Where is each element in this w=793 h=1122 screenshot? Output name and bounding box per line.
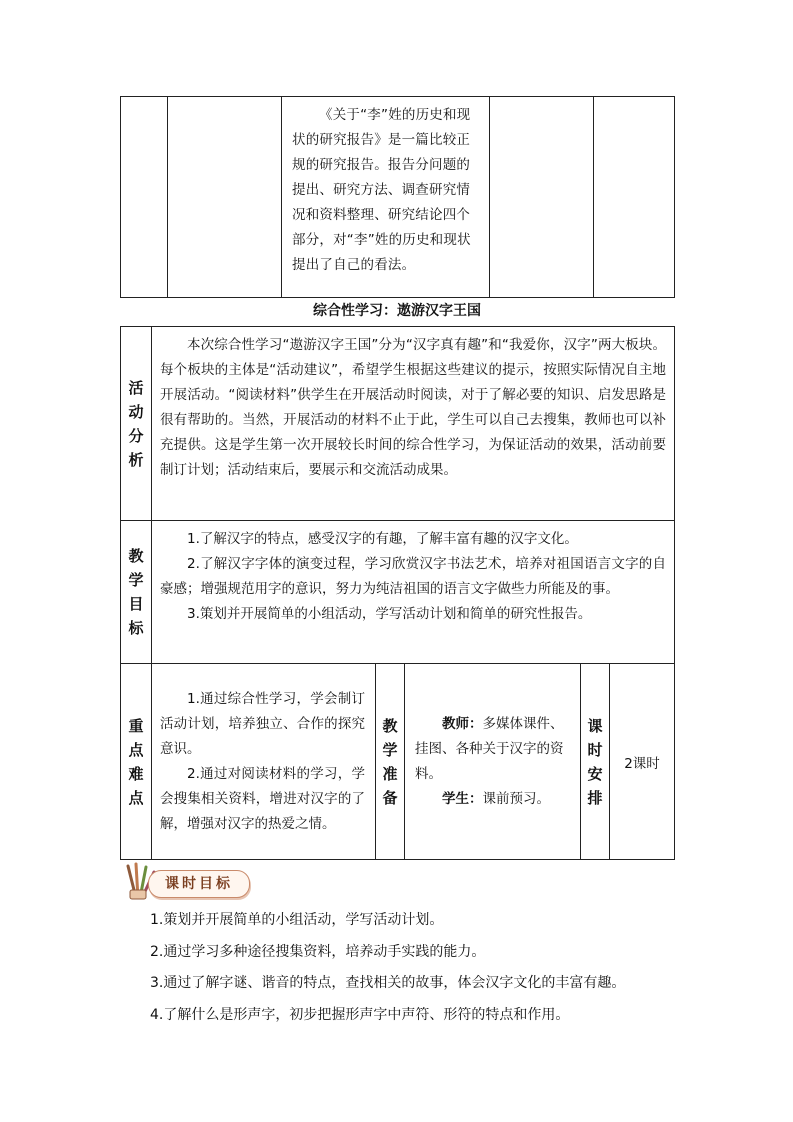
schedule-value: 2课时: [610, 664, 675, 860]
empty-cell: [121, 97, 168, 298]
student-prep: 学生：课前预习。: [442, 790, 550, 807]
report-description-cell: [282, 97, 490, 298]
teacher-prep: 教师：多媒体课件、挂图、各种关于汉字的资料。: [415, 715, 564, 782]
teaching-prep-text: [405, 712, 580, 812]
section-title: 综合性学习：遨游汉字王国: [313, 303, 481, 319]
objective-item: 1.策划并开展简单的小组活动，学写活动计划。: [150, 912, 444, 928]
key-difficult-points-label: 重 点 难 点: [121, 664, 152, 860]
lesson-objectives-title: 课时目标: [148, 870, 250, 898]
lesson-objectives-list: [150, 905, 710, 1031]
key-point-item: 2.通过对阅读材料的学习，学会搜集相关资料，增进对汉字的了解，增强对汉字的热爱之情。: [160, 765, 365, 832]
goal-item: 3.策划并开展简单的小组活动，学写活动计划和简单的研究性报告。: [187, 606, 592, 622]
activity-analysis-cell: [152, 327, 675, 521]
objective-item: 3.通过了解字谜、谐音的特点，查找相关的故事，体会汉字文化的丰富有趣。: [150, 975, 626, 991]
teaching-goals-cell: [152, 521, 675, 664]
activity-analysis-label: 活 动 分 析: [121, 327, 152, 521]
empty-cell: [490, 97, 594, 298]
goal-item: 1.了解汉字的特点，感受汉字的有趣，了解丰富有趣的汉字文化。: [187, 531, 578, 547]
empty-cell: [594, 97, 675, 298]
schedule-label: 课 时 安 排: [581, 664, 610, 860]
empty-cell: [168, 97, 282, 298]
key-difficult-points-cell: [152, 664, 376, 860]
report-description: 《关于“李”姓的历史和现状的研究报告》是一篇比较正规的研究报告。报告分问题的提出、研究方法、调查研究情况和资料整理、研究结论四个部分，对“李”姓的历史和现状提出了自己的看法。: [292, 107, 471, 273]
lesson-objectives-banner: [120, 862, 260, 902]
key-points-list: [152, 687, 375, 837]
objective-item: 4.了解什么是形声字，初步把握形声字中声符、形符的特点和作用。: [150, 1006, 570, 1023]
teaching-goals-label: 教 学 目 标: [121, 521, 152, 664]
teaching-prep-cell: [405, 664, 581, 860]
activity-analysis-text: 本次综合性学习“遨游汉字王国”分为“汉字真有趣”和“我爱你，汉字”两大板块。每个板块的主体是“活动建议”，希望学生根据这些建议的提示，按照实际情况自主地开展活动。“阅读材料”供学生在开展活动时阅读，对于了解必要的知识、启发思路是很有帮助的。当然，开展活动的材料不止于此，学生可以自己去搜集，教师也可以补充提供。这是学生第一次开展较长时间的综合性学习，为保证活动的效果，活动前要制订计划；活动结束后，要展示和交流活动成果。: [160, 337, 667, 478]
objective-item: 2.通过学习多种途径搜集资料，培养动手实践的能力。: [150, 943, 486, 960]
goal-item: 2.了解汉字字体的演变过程，学习欣赏汉字书法艺术，培养对祖国语言文字的自豪感；增强规范用字的意识，努力为纯洁祖国的语言文字做些力所能及的事。: [160, 556, 667, 597]
key-point-item: 1.通过综合性学习，学会制订活动计划，培养独立、合作的探究意识。: [160, 690, 365, 757]
teaching-prep-label: 教 学 准 备: [376, 664, 405, 860]
teaching-goals-list: [152, 521, 674, 631]
continuation-table: [120, 96, 675, 298]
lesson-plan-table: [120, 326, 675, 860]
